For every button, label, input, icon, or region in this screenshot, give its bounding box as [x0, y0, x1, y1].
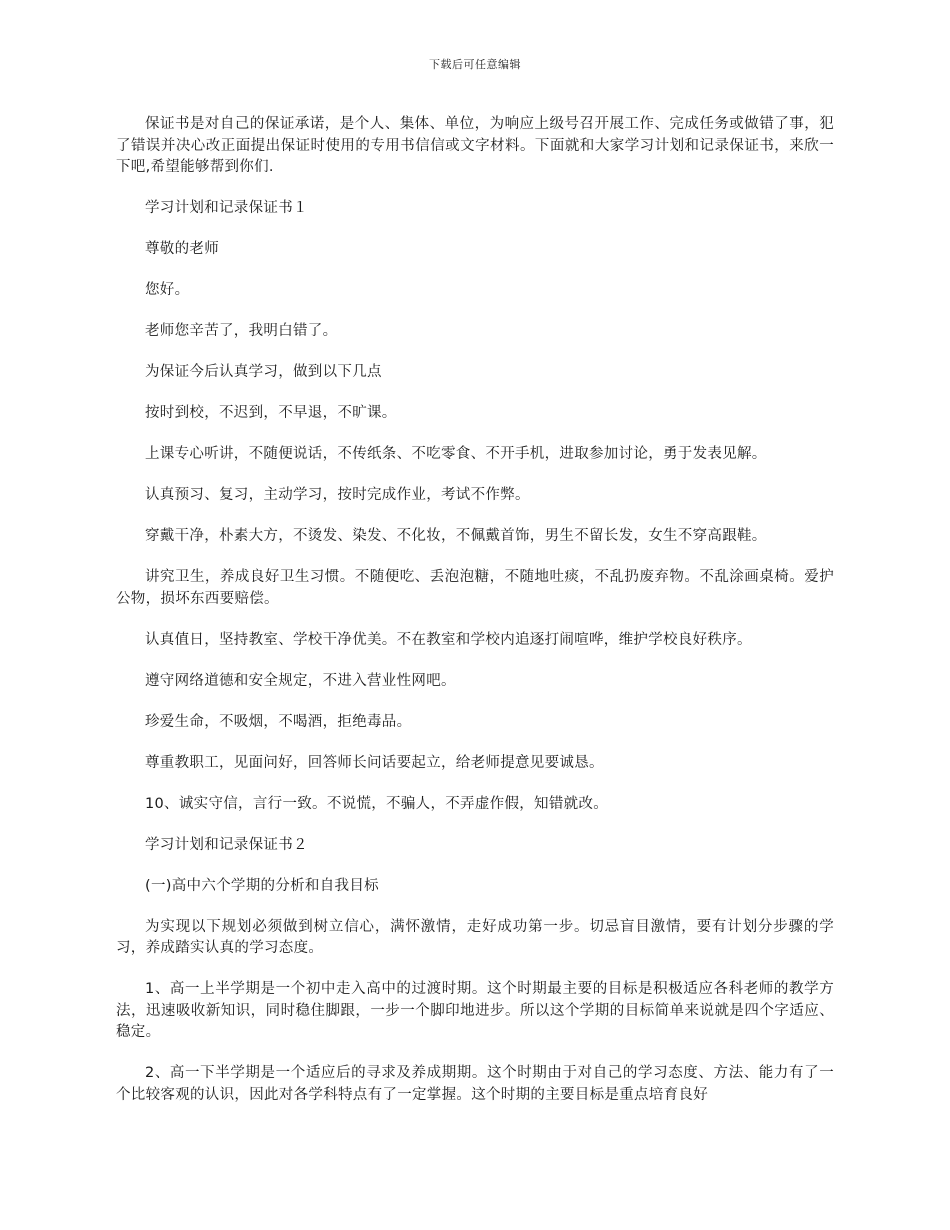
- section-title-1: 学习计划和记录保证书１: [145, 200, 308, 216]
- pledge-item: 按时到校，不迟到，不早退，不旷课。: [145, 405, 397, 421]
- paragraph: 老师您辛苦了，我明白错了。: [145, 323, 338, 339]
- pledge-item: 遵守网络道德和安全规定，不进入营业性网吧。: [145, 672, 456, 689]
- document-body: [116, 114, 834, 1106]
- paragraph: 为保证今后认真学习，做到以下几点: [145, 364, 382, 380]
- pledge-item: 穿戴干净，朴素大方，不烫发、染发、不化妆，不佩戴首饰，男生不留长发，女生不穿高跟鞋。: [145, 528, 767, 544]
- pledge-item: 上课专心听讲，不随便说话，不传纸条、不吃零食、不开手机，进取参加讨论，勇于发表见解。: [145, 446, 767, 462]
- paragraph: 为实现以下规划必须做到树立信心，满怀激情，走好成功第一步。切忌盲目激情，要有计划分步骤的学习，养成踏实认真的学习态度。: [116, 918, 834, 956]
- pledge-item: 认真预习、复习，主动学习，按时完成作业，考试不作弊。: [145, 487, 530, 503]
- intro-paragraph: 保证书是对自己的保证承诺，是个人、集体、单位，为响应上级号召开展工作、完成任务或做错了事，犯了错误并决心改正面提出保证时使用的专用书信信或文字材料。下面就和大家学习计划和记录保证书，来欣一下吧,希望能够帮到你们.: [116, 116, 834, 175]
- greeting: 您好。: [145, 282, 190, 298]
- subsection-heading: (一)高中六个学期的分析和自我目标: [145, 877, 379, 894]
- pledge-item: 珍爱生命，不吸烟，不喝酒，拒绝毒品。: [145, 713, 412, 730]
- section-title-2: 学习计划和记录保证书２: [145, 836, 308, 853]
- numbered-paragraph: 1、高一上半学期是一个初中走入高中的过渡时期。这个时期最主要的目标是积极适应各科老师的教学方法，迅速吸收新知识，同时稳住脚跟，一步一个脚印地进步。所以这个学期的目标简单来说就是四个字适应、稳定。: [116, 981, 834, 1040]
- pledge-item: 10、诚实守信，言行一致。不说慌，不骗人，不弄虚作假，知错就改。: [145, 795, 609, 812]
- numbered-paragraph: 2、高一下半学期是一个适应后的寻求及养成期期。这个时期由于对自己的学习态度、方法、能力有了一个比较客观的认识，因此对各学科特点有了一定掌握。这个时期的主要目标是重点培育良好: [116, 1065, 834, 1103]
- pledge-item: 尊重教职工，见面问好，回答师长问话要起立，给老师提意见要诚恳。: [145, 754, 604, 771]
- pledge-item: 认真值日，坚持教室、学校干净优美。不在教室和学校内追逐打闹喧哗，维护学校良好秩序。: [145, 631, 752, 648]
- page-header-note: 下载后可任意编辑: [429, 58, 521, 71]
- pledge-item: 讲究卫生，养成良好卫生习惯。不随便吃、丢泡泡糖，不随地吐痰，不乱扔废弃物。不乱涂画桌椅。爱护公物，损坏东西要赔偿。: [116, 569, 834, 607]
- salutation: 尊敬的老师: [145, 241, 219, 257]
